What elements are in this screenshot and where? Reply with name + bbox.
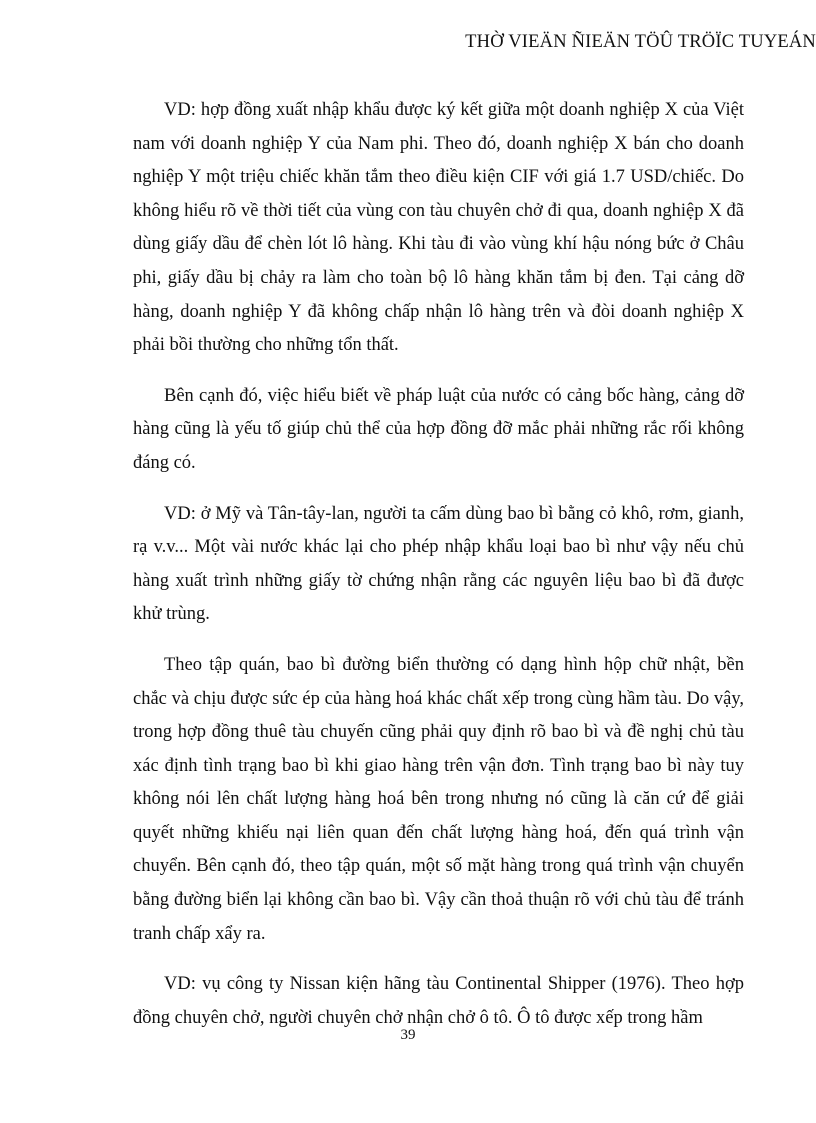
- paragraph: Theo tập quán, bao bì đường biển thường có dạng hình hộp chữ nhật, bền chắc và chịu được sức ép của hàng hoá khác chất xếp trong cùng hầm tàu. Do vậy, trong hợp đồng thuê tàu chuyến cũng phải quy định rõ bao bì và đề nghị chủ tàu xác định tình trạng bao bì khi giao hàng trên vận đơn. Tình trạng bao bì này tuy không nói lên chất lượng hàng hoá bên trong nhưng nó cũng là căn cứ để giải quyết những khiếu nại liên quan đến chất lượng hàng hoá, đến quá trình vận chuyển. Bên cạnh đó, theo tập quán, một số mặt hàng trong quá trình vận chuyển bằng đường biển lại không cần bao bì. Vậy cần thoả thuận rõ với chủ tàu để tránh tranh chấp xẩy ra.: [133, 654, 744, 944]
- running-header: THỜ VIEÄN ÑIEÄN TÖÛ TRÖÏC TUYEÁN: [465, 32, 816, 52]
- paragraph: VD: vụ công ty Nissan kiện hãng tàu Continental Shipper (1976). Theo hợp đồng chuyên chở, người chuyên chở nhận chở ô tô. Ô tô được xếp trong hầm: [133, 974, 744, 1028]
- paragraph: Bên cạnh đó, việc hiểu biết về pháp luật của nước có cảng bốc hàng, cảng dỡ hàng cũng là yếu tố giúp chủ thể của hợp đồng đỡ mắc phải những rắc rối không đáng có.: [133, 385, 744, 473]
- page-number: 39: [400, 1027, 416, 1043]
- paragraph: VD: hợp đồng xuất nhập khẩu được ký kết giữa một doanh nghiệp X của Việt nam với doanh nghiệp Y của Nam phi. Theo đó, doanh nghiệp X bán cho doanh nghiệp Y một triệu chiếc khăn tắm theo điều kiện CIF với giá 1.7 USD/chiếc. Do không hiểu rõ về thời tiết của vùng con tàu chuyên chở đi qua, doanh nghiệp X đã dùng giấy dầu để chèn lót lô hàng. Khi tàu đi vào vùng khí hậu nóng bức ở Châu phi, giấy dầu bị chảy ra làm cho toàn bộ lô hàng khăn tắm bị đen. Tại cảng dỡ hàng, doanh nghiệp Y đã không chấp nhận lô hàng trên và đòi doanh nghiệp X phải bồi thường cho những tổn thất.: [133, 100, 744, 356]
- body-text: [133, 94, 744, 1052]
- paragraph: VD: ở Mỹ và Tân-tây-lan, người ta cấm dùng bao bì bằng cỏ khô, rơm, gianh, rạ v.v... Một vài nước khác lại cho phép nhập khẩu loại bao bì như vậy nếu chủ hàng xuất trình những giấy tờ chứng nhận rằng các nguyên liệu bao bì đã được khử trùng.: [133, 503, 744, 625]
